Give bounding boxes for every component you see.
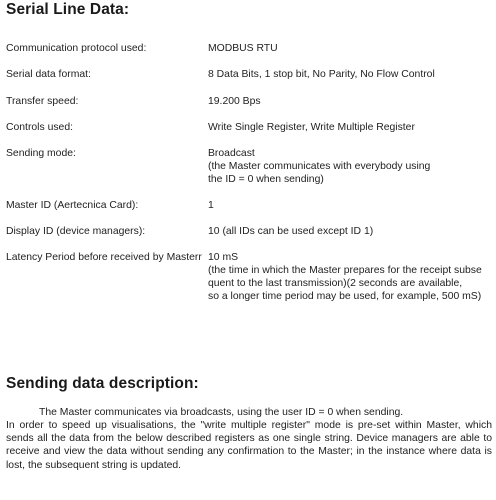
value-line: 10 mS (208, 252, 239, 263)
value-line: Broadcast (208, 148, 255, 159)
row-value (208, 42, 493, 55)
value-line: (the time in which the Master prepares for the receipt subse (208, 265, 482, 276)
value-line: MODBUS RTU (208, 43, 278, 54)
value-line: 1 (208, 200, 214, 211)
sending-data-description-heading: Sending data description: (6, 375, 199, 392)
row-label: Controls used: (6, 122, 73, 133)
row-label: Serial data format: (6, 69, 91, 80)
value-line: so a longer time period may be used, for example, 500 mS) (208, 291, 482, 302)
serial-line-data-heading: Serial Line Data: (6, 1, 130, 18)
row-label: Sending mode: (6, 148, 76, 159)
value-line: 19.200 Bps (208, 96, 261, 107)
row-value (208, 199, 493, 212)
row-value (208, 121, 493, 134)
row-value (208, 68, 493, 81)
row-label: Communication protocol used: (6, 43, 147, 54)
sending-paragraph-intro: The Master communicates via broadcasts, using the user ID = 0 when sending. (39, 407, 404, 418)
row-value (208, 251, 493, 303)
row-label: Display ID (device managers): (6, 226, 146, 237)
value-line: Write Single Register, Write Multiple Register (208, 122, 415, 133)
row-label: Master ID (Aertecnica Card): (6, 200, 139, 211)
row-value (208, 147, 493, 186)
row-value (208, 225, 493, 238)
value-line: 10 (all IDs can be used except ID 1) (208, 226, 374, 237)
value-line: 8 Data Bits, 1 stop bit, No Parity, No Flow Control (208, 69, 435, 80)
value-line: (the Master communicates with everybody using (208, 161, 431, 172)
value-line: quent to the last transmission)(2 seconds are available, (208, 278, 463, 289)
row-label: Latency Period before received by Masterr (6, 252, 202, 263)
row-value (208, 95, 493, 108)
sending-paragraph-body: In order to speed up visualisations, the "write multiple register" mode is pre-set within Master, which sends all the data from the below described registers as one single string. Device managers are able to receive and view the data without sending any confirmation to the Master; in the instance where data is lost, the subsequent string is updated. (6, 420, 492, 471)
row-label: Transfer speed: (6, 96, 79, 107)
value-line: the ID = 0 when sending) (208, 174, 324, 185)
